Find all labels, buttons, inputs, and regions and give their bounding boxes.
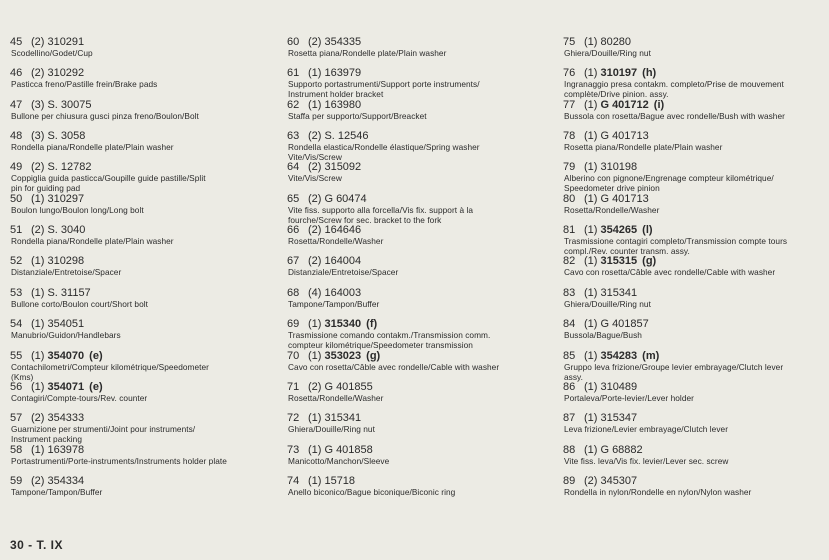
part-header [10,67,275,79]
part-quantity: (1) [584,98,598,111]
part-number: 66 [287,224,300,237]
part-header [10,224,275,236]
part-header [287,318,542,330]
part-description: Alberino con pignone/Engrenage compteur kilométrique/ [564,173,774,184]
part-description: Boulon lungo/Boulon long/Long bolt [11,204,144,215]
part-number: 72 [287,412,300,425]
part-description: Contagiri/Compte-tours/Rev. counter [11,392,148,403]
part-code: S. 31157 [47,286,91,299]
part-description: Instrument holder bracket [288,89,384,100]
part-description: Ingranaggio presa contakm. completo/Prise de mouvement [564,79,784,90]
part-entry [10,255,275,277]
part-number: 77 [563,98,576,111]
part-code: 315092 [324,161,362,174]
part-note-mark: (m) [642,349,660,362]
part-number: 78 [563,130,576,143]
part-entry [563,161,825,193]
part-note-mark: (e) [89,349,103,362]
part-note-mark: (i) [653,98,665,111]
part-number: 48 [10,130,23,143]
part-quantity: (2) [308,161,322,174]
part-header [287,381,542,393]
part-description: Rosetta piana/Rondelle plate/Plain washer [564,142,723,153]
part-header [563,255,825,267]
part-quantity: (1) [584,130,598,143]
part-header [10,475,275,487]
part-entry [563,99,825,121]
part-header [287,36,542,48]
part-quantity: (1) [31,318,45,331]
part-code: 353023 [324,349,362,362]
part-entry [287,36,542,58]
part-quantity: (2) [308,130,322,143]
part-code: S. 3040 [47,224,86,237]
part-number: 57 [10,412,23,425]
part-quantity: (1) [308,349,322,362]
part-code: 80280 [600,36,632,48]
part-code: 315347 [600,412,638,425]
part-number: 68 [287,286,300,299]
part-description: Guarnizione per strumenti/Joint pour instruments/ [11,424,196,435]
part-quantity: (1) [584,255,598,268]
part-number: 74 [287,474,300,487]
part-note-mark: (g) [642,255,657,268]
part-quantity: (1) [31,443,45,456]
part-entry [563,350,825,382]
part-code: 354071 [47,380,85,393]
part-entry [563,444,825,466]
part-description: Anello biconico/Bague biconique/Biconic ring [288,486,456,497]
part-note-mark: (g) [366,349,381,362]
part-number: 73 [287,443,300,456]
part-number: 84 [563,318,576,331]
part-description: Trasmissione comando contakm./Transmission comm. [288,330,491,341]
part-header [563,99,825,111]
part-number: 81 [563,224,576,237]
part-description: Bullone corto/Boulon court/Short bolt [11,298,148,309]
part-header [287,193,542,205]
part-code: 15718 [324,474,356,487]
part-code: S. 3058 [47,130,86,143]
part-quantity: (1) [584,224,598,237]
part-code: G 68882 [600,443,643,456]
part-entry [287,193,542,225]
part-code: 310291 [47,36,85,48]
part-description: Vite/Vis/Screw [288,173,342,184]
part-number: 65 [287,192,300,205]
part-description: Gruppo leva frizione/Groupe levier embrayage/Clutch lever [564,361,784,372]
part-number: 82 [563,255,576,268]
part-header [287,130,542,142]
part-entry [287,287,542,309]
part-entry [10,224,275,246]
part-entry [10,36,275,58]
part-quantity: (1) [308,474,322,487]
part-number: 55 [10,349,23,362]
part-description: compteur kilométrique/Speedometer transmission [288,340,473,351]
part-description: Pasticca freno/Pastille frein/Brake pads [11,79,158,90]
part-entry [10,161,275,193]
part-code: 310298 [47,255,85,268]
part-number: 69 [287,318,300,331]
part-entry [10,475,275,497]
part-header [10,287,275,299]
part-entry [287,475,542,497]
part-code: 354283 [600,349,638,362]
part-number: 58 [10,443,23,456]
part-number: 47 [10,98,23,111]
part-number: 53 [10,286,23,299]
part-description: Tampone/Tampon/Buffer [288,298,380,309]
part-description: assy. [564,371,583,382]
part-quantity: (1) [584,67,598,80]
part-code: 164004 [324,255,362,268]
part-header [563,67,825,79]
part-entry [10,193,275,215]
part-code: 315340 [324,318,362,331]
part-entry [10,412,275,444]
part-entry [10,350,275,382]
part-description: Tampone/Tampon/Buffer [11,486,103,497]
part-entry [10,130,275,152]
part-description: Instrument packing [11,434,82,445]
part-header [287,412,542,424]
part-number: 67 [287,255,300,268]
part-entry [10,444,275,466]
part-description: Trasmissione contagiri completo/Transmission compte tours [564,236,788,247]
part-header [10,350,275,362]
part-quantity: (2) [31,67,45,80]
part-code: 164646 [324,224,362,237]
part-quantity: (1) [584,286,598,299]
part-header [10,99,275,111]
part-header [563,36,825,48]
part-quantity: (1) [308,412,322,425]
part-quantity: (2) [584,474,598,487]
part-quantity: (2) [31,412,45,425]
part-header [287,67,542,79]
part-code: 310297 [47,192,85,205]
part-entry [563,67,825,99]
part-description: complète/Drive pinion. assy. [564,89,669,100]
part-code: 163980 [324,98,362,111]
part-header [563,350,825,362]
part-quantity: (1) [584,349,598,362]
part-description: Staffa per supporto/Support/Breacket [288,110,427,121]
part-header [10,255,275,267]
part-description: Manubrio/Guidon/Handlebars [11,330,121,341]
part-header [10,161,275,173]
part-number: 76 [563,67,576,80]
part-code: 310197 [600,67,638,80]
part-entry [287,161,542,183]
part-quantity: (1) [31,349,45,362]
part-quantity: (2) [308,192,322,205]
part-quantity: (1) [31,192,45,205]
part-entry [563,255,825,277]
part-code: 354265 [600,224,638,237]
part-number: 46 [10,67,23,80]
part-header [563,161,825,173]
part-code: G 60474 [324,192,367,205]
part-code: G 401855 [324,380,373,393]
part-quantity: (2) [31,224,45,237]
part-description: Rondella piana/Rondelle plate/Plain washer [11,142,174,153]
part-code: 164003 [324,286,362,299]
part-header [287,350,542,362]
part-number: 79 [563,161,576,174]
part-entry [563,224,825,256]
part-code: S. 12546 [324,130,369,143]
part-header [563,444,825,456]
part-description: pin for guiding pad [11,183,81,194]
part-description: Cavo con rosetta/Câble avec rondelle/Cable with washer [288,361,500,372]
part-number: 87 [563,412,576,425]
part-description: Bussola/Bague/Bush [564,330,642,341]
part-entry [563,318,825,340]
part-quantity: (3) [31,98,45,111]
part-code: S. 12782 [47,161,92,174]
part-code: 310489 [600,380,638,393]
part-code: 315341 [324,412,362,425]
part-header [287,255,542,267]
part-header [10,193,275,205]
part-number: 63 [287,130,300,143]
part-code: 354333 [47,412,85,425]
part-entry [287,444,542,466]
part-quantity: (4) [308,286,322,299]
part-code: G 401712 [600,98,649,111]
part-description: Portaleva/Porte-levier/Lever holder [564,392,694,403]
part-quantity: (3) [31,130,45,143]
part-number: 54 [10,318,23,331]
part-description: compl./Rev. counter transm. assy. [564,246,690,257]
part-number: 75 [563,36,576,48]
part-description: Distanziale/Entretoise/Spacer [11,267,122,278]
part-number: 59 [10,474,23,487]
part-description: Bullone per chiusura gusci pinza freno/Boulon/Bolt [11,110,199,121]
part-quantity: (1) [584,192,598,205]
part-entry [287,318,542,350]
part-code: 310292 [47,67,85,80]
part-number: 64 [287,161,300,174]
part-description: Contachilometri/Compteur kilométrique/Speedometer [11,361,209,372]
part-header [563,412,825,424]
part-number: 49 [10,161,23,174]
part-description: Rondella in nylon/Rondelle en nylon/Nylon washer [564,486,752,497]
part-entry [287,255,542,277]
page-footer: 30 - T. IX [10,538,64,552]
part-entry [563,130,825,152]
part-number: 70 [287,349,300,362]
part-number: 80 [563,192,576,205]
part-quantity: (2) [31,36,45,48]
part-description: Rondella piana/Rondelle plate/Plain washer [11,236,174,247]
part-note-mark: (h) [642,67,657,80]
part-entry [287,412,542,434]
part-description: Leva frizione/Levier embrayage/Clutch lever [564,424,729,435]
part-code: 310198 [600,161,638,174]
part-number: 50 [10,192,23,205]
part-code: G 401713 [600,130,649,143]
part-quantity: (1) [308,67,322,80]
part-entry [287,130,542,162]
part-description: Cavo con rosetta/Câble avec rondelle/Cable with washer [564,267,776,278]
part-note-mark: (l) [642,224,653,237]
part-number: 52 [10,255,23,268]
part-entry [10,318,275,340]
part-header [287,444,542,456]
part-entry [563,193,825,215]
part-quantity: (1) [31,380,45,393]
part-description: fourche/Screw for sec. bracket to the fork [288,214,442,225]
part-code: 315315 [600,255,638,268]
part-description: Distanziale/Entretoise/Spacer [288,267,399,278]
part-entry [287,224,542,246]
part-code: 163978 [47,443,85,456]
part-quantity: (1) [584,412,598,425]
part-header [10,130,275,142]
part-code: G 401857 [600,318,649,331]
part-code: 354070 [47,349,85,362]
part-code: 345307 [600,474,638,487]
part-description: (Kms) [11,371,34,382]
part-code: G 401713 [600,192,649,205]
part-code: S. 30075 [47,98,92,111]
part-quantity: (1) [584,36,598,48]
part-code: 354051 [47,318,85,331]
part-quantity: (2) [31,161,45,174]
part-header [287,224,542,236]
part-description: Vite fiss. leva/Vis fix. levier/Lever sec. screw [564,455,729,466]
part-entry [10,381,275,403]
part-number: 56 [10,380,23,393]
part-quantity: (2) [308,36,322,48]
part-number: 83 [563,286,576,299]
part-number: 89 [563,474,576,487]
part-description: Manicotto/Manchon/Sleeve [288,455,390,466]
part-code: G 401858 [324,443,373,456]
part-header [287,287,542,299]
part-entry [10,287,275,309]
part-header [563,224,825,236]
part-description: Supporto portastrumenti/Support porte instruments/ [288,79,480,90]
part-header [10,318,275,330]
part-entry [287,381,542,403]
part-entry [563,36,825,58]
part-number: 85 [563,349,576,362]
part-description: Portastrumenti/Porte-instruments/Instruments holder plate [11,455,227,466]
part-entry [10,99,275,121]
part-header [563,318,825,330]
part-quantity: (1) [584,443,598,456]
part-description: Rosetta/Rondelle/Washer [288,392,384,403]
part-number: 45 [10,36,23,48]
part-entry [287,67,542,99]
part-code: 354335 [324,36,362,48]
part-quantity: (1) [31,286,45,299]
part-description: Coppiglia guida pasticca/Goupille guide pastille/Split [11,173,206,184]
part-quantity: (1) [31,255,45,268]
part-note-mark: (e) [89,380,103,393]
part-header [563,475,825,487]
part-description: Ghiera/Douille/Ring nut [564,48,651,58]
part-description: Rondella elastica/Rondelle élastique/Spring washer [288,142,480,153]
part-quantity: (2) [308,224,322,237]
part-description: Vite fiss. supporto alla forcella/Vis fix. support à la [288,204,474,215]
part-description: Bussola con rosetta/Bague avec rondelle/Bush with washer [564,110,785,121]
part-number: 71 [287,380,300,393]
part-quantity: (1) [308,98,322,111]
part-header [563,193,825,205]
part-description: Ghiera/Douille/Ring nut [288,424,375,435]
part-note-mark: (f) [366,318,378,331]
part-quantity: (1) [584,318,598,331]
part-header [10,412,275,424]
part-quantity: (2) [308,380,322,393]
part-code: 315341 [600,286,638,299]
part-number: 51 [10,224,23,237]
part-entry [563,412,825,434]
part-number: 61 [287,67,300,80]
part-entry [563,381,825,403]
part-description: Speedometer drive pinion [564,183,660,194]
part-number: 88 [563,443,576,456]
part-description: Rosetta/Rondelle/Washer [288,236,384,247]
part-header [563,287,825,299]
part-header [287,475,542,487]
part-quantity: (1) [308,443,322,456]
part-description: Rosetta/Rondelle/Washer [564,204,660,215]
part-header [287,99,542,111]
part-description: Scodellino/Godet/Cup [11,48,93,58]
part-entry [287,99,542,121]
part-quantity: (1) [584,380,598,393]
part-header [10,36,275,48]
part-description: Rosetta piana/Rondelle plate/Plain washer [288,48,447,58]
part-entry [10,67,275,89]
part-number: 60 [287,36,300,48]
part-quantity: (1) [584,161,598,174]
part-entry [287,350,542,372]
part-description: Vite/Vis/Screw [288,152,342,163]
part-quantity: (1) [308,318,322,331]
part-number: 86 [563,380,576,393]
part-code: 163979 [324,67,362,80]
part-header [563,381,825,393]
part-entry [563,475,825,497]
part-quantity: (2) [308,255,322,268]
part-number: 62 [287,98,300,111]
part-entry [563,287,825,309]
part-code: 354334 [47,474,85,487]
part-quantity: (2) [31,474,45,487]
part-header [563,130,825,142]
part-description: Ghiera/Douille/Ring nut [564,298,651,309]
part-header [10,444,275,456]
part-header [10,381,275,393]
part-header [287,161,542,173]
